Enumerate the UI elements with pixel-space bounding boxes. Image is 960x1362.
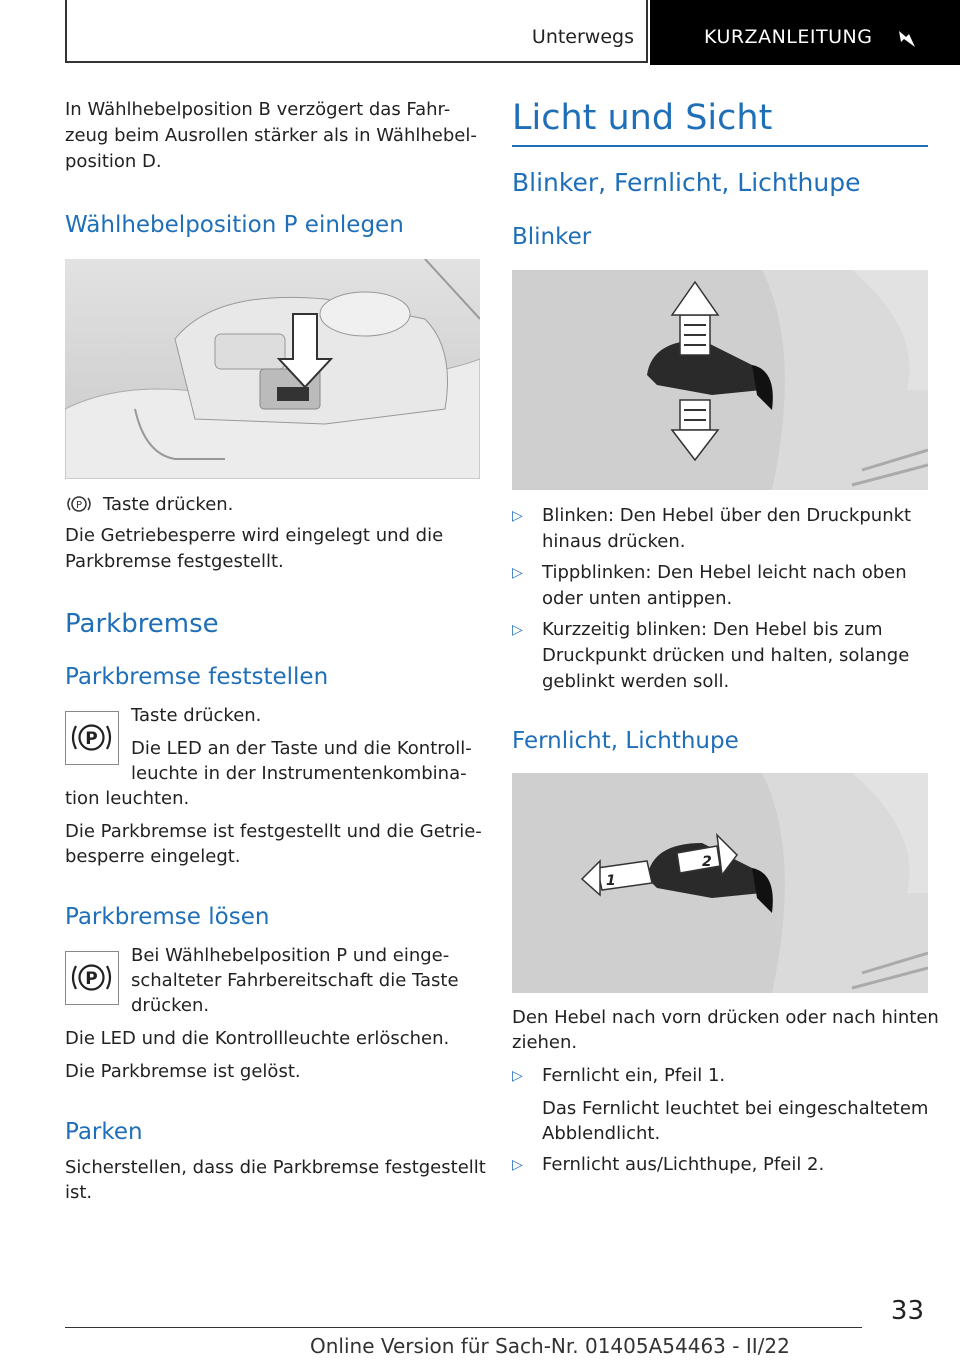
header-section-bar[interactable] (650, 0, 960, 65)
flash-pin-icon (896, 28, 918, 50)
fernlicht-intro-line: Den Hebel nach vorn drücken oder nach hinten (512, 1007, 939, 1028)
bullet-arrow-icon: ▷ (512, 508, 523, 524)
heading-licht-und-sicht: Licht und Sicht (512, 98, 773, 138)
heading-parkbremse-loesen: Parkbremse lösen (65, 904, 270, 930)
footer-online-version: Online Version für Sach-Nr. 01405A54463 - II/22 (310, 1334, 790, 1358)
intro-paragraph: In Wählhebelposition B verzögert das Fahr- zeug beim Ausrollen stärker als in Wählhebel- position D. (65, 99, 477, 172)
arrow-2-label: 2 (702, 854, 712, 870)
fernlicht-bullet: ▷ Fernlicht aus/Lichthupe, Pfeil 2. (512, 1152, 932, 1178)
parken-line: Sicherstellen, dass die Parkbremse festgestellt (65, 1157, 486, 1178)
blinker-bullet: ▷ Blinken: Den Hebel über den Druckpunkt hinaus drücken. (512, 505, 912, 552)
feststellen-line: besperre eingelegt. (65, 846, 241, 867)
heading-underline (512, 145, 928, 147)
fernlicht-sub-line: Abblendlicht. (542, 1123, 661, 1144)
parking-brake-icon (65, 951, 119, 1005)
bullet-arrow-icon: ▷ (512, 1157, 523, 1173)
heading-p-einlegen: Wählhebelposition P einlegen (65, 212, 404, 238)
header-tab-unterwegs[interactable]: Unterwegs (531, 26, 634, 48)
loesen-line: drücken. (131, 995, 210, 1016)
footer-divider (65, 1327, 862, 1328)
heading-parkbremse-feststellen: Parkbremse feststellen (65, 664, 329, 690)
loesen-line: schalteter Fahrbereitschaft die Taste (131, 970, 459, 991)
blinker-bullet: ▷ Tippblinken: Den Hebel leicht nach oben oder unten antippen. (512, 562, 907, 609)
fernlicht-sub-line: Das Fernlicht leuchtet bei eingeschaltetem (542, 1098, 929, 1119)
bullet-arrow-icon: ▷ (512, 1068, 523, 1084)
taste-druecken-text: Taste drücken. (103, 494, 234, 515)
svg-text:P: P (85, 729, 98, 749)
parking-button-icon (65, 494, 93, 514)
svg-text:P: P (85, 969, 98, 989)
heading-blinker: Blinker (512, 224, 592, 250)
fernlicht-bullet: ▷ Fernlicht ein, Pfeil 1. (512, 1063, 932, 1089)
svg-text:P: P (75, 500, 83, 511)
header-section-label: KURZANLEITUNG (704, 26, 873, 48)
high-beam-lever-image (512, 773, 928, 993)
turn-signal-lever-image (512, 270, 928, 490)
arrow-1-label: 1 (606, 873, 616, 889)
feststellen-line: leuchte in der Instrumentenkombina- (131, 763, 467, 784)
heading-blinker-fernlicht-lichthupe: Blinker, Fernlicht, Lichthupe (512, 168, 861, 197)
loesen-line: Die LED und die Kontrollleuchte erlöschen. (65, 1028, 450, 1049)
getriebe-paragraph: Die Getriebesperre wird eingelegt und die Parkbremse festgestellt. (65, 525, 444, 572)
gear-selector-image (65, 259, 480, 479)
bullet-arrow-icon: ▷ (512, 565, 523, 581)
loesen-line: Die Parkbremse ist gelöst. (65, 1061, 301, 1082)
feststellen-line: tion leuchten. (65, 788, 190, 809)
heading-parkbremse: Parkbremse (65, 609, 219, 639)
feststellen-line: Die LED an der Taste und die Kontroll- (131, 738, 472, 759)
feststellen-line: Die Parkbremse ist festgestellt und die Getrie- (65, 821, 482, 842)
loesen-line: Bei Wählhebelposition P und einge- (131, 945, 450, 966)
feststellen-line: Taste drücken. (131, 705, 262, 726)
heading-parken: Parken (65, 1119, 143, 1145)
bullet-arrow-icon: ▷ (512, 622, 523, 638)
fernlicht-intro-line: ziehen. (512, 1032, 578, 1053)
blinker-bullet: ▷ Kurzzeitig blinken: Den Hebel bis zum Druckpunkt drücken und halten, solange geblinkt werden soll. (512, 619, 910, 692)
page-number: 33 (890, 1296, 924, 1326)
parking-brake-icon (65, 711, 119, 765)
heading-fernlicht-lichthupe: Fernlicht, Lichthupe (512, 728, 739, 754)
parken-line: ist. (65, 1182, 93, 1203)
